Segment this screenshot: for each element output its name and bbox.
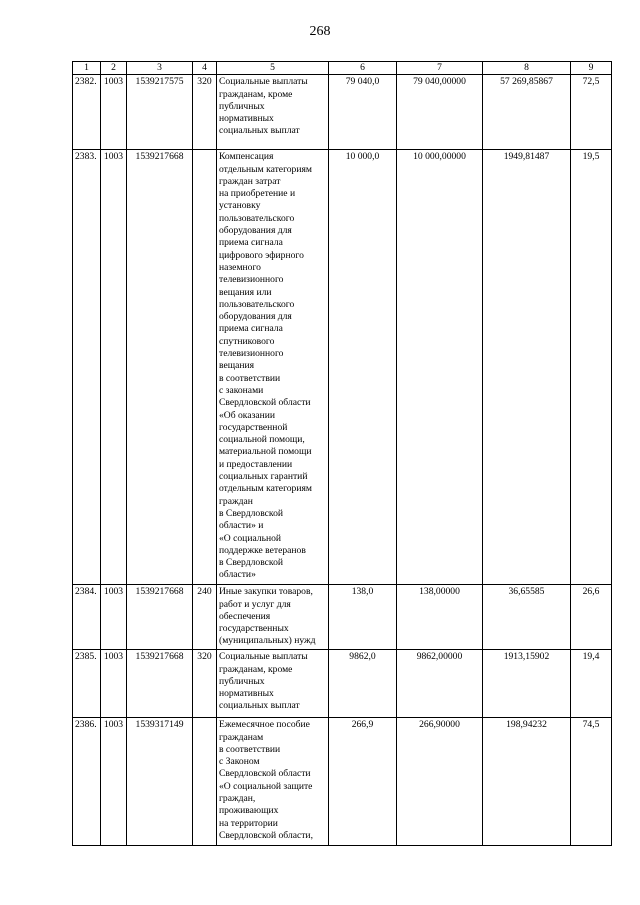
- table-row: [73, 718, 612, 846]
- page-number: 268: [309, 24, 331, 39]
- target-code: 1539217668: [127, 585, 193, 650]
- refined-amount: 79 040,00000: [397, 75, 483, 150]
- refined-amount: 266,90000: [397, 718, 483, 846]
- description: Иные закупки товаров, работ и услуг для обеспечения государственных (муниципальных) нужд: [217, 585, 329, 650]
- section-code: 1003: [101, 650, 127, 718]
- target-code: 1539217668: [127, 650, 193, 718]
- header-col-1: 1: [73, 62, 101, 75]
- executed-amount: 36,65585: [483, 585, 571, 650]
- plan-amount: 79 040,0: [329, 75, 397, 150]
- header-col-3: 3: [127, 62, 193, 75]
- plan-amount: 10 000,0: [329, 150, 397, 585]
- refined-amount: 10 000,00000: [397, 150, 483, 585]
- execution-percent: 72,5: [571, 75, 612, 150]
- section-code: 1003: [101, 718, 127, 846]
- executed-amount: 1949,81487: [483, 150, 571, 585]
- executed-amount: 198,94232: [483, 718, 571, 846]
- executed-amount: 1913,15902: [483, 650, 571, 718]
- refined-amount: 138,00000: [397, 585, 483, 650]
- plan-amount: 266,9: [329, 718, 397, 846]
- expense-type-code: 320: [193, 75, 217, 150]
- row-number: 2384.: [73, 585, 101, 650]
- header-col-8: 8: [483, 62, 571, 75]
- header-col-7: 7: [397, 62, 483, 75]
- row-number: 2386.: [73, 718, 101, 846]
- table-row: [73, 650, 612, 718]
- description: Ежемесячное пособие гражданам в соответствии с Законом Свердловской области «О социальной защите граждан, проживающих на территории Свердловской области,: [217, 718, 329, 846]
- row-number: 2383.: [73, 150, 101, 585]
- header-col-5: 5: [217, 62, 329, 75]
- executed-amount: 57 269,85867: [483, 75, 571, 150]
- target-code: 1539317149: [127, 718, 193, 846]
- description: Социальные выплаты гражданам, кроме публичных нормативных социальных выплат: [217, 75, 329, 150]
- plan-amount: 138,0: [329, 585, 397, 650]
- target-code: 1539217575: [127, 75, 193, 150]
- header-col-9: 9: [571, 62, 612, 75]
- target-code: 1539217668: [127, 150, 193, 585]
- section-code: 1003: [101, 75, 127, 150]
- row-number: 2385.: [73, 650, 101, 718]
- execution-percent: 19,5: [571, 150, 612, 585]
- budget-table: [72, 61, 612, 846]
- section-code: 1003: [101, 150, 127, 585]
- execution-percent: 26,6: [571, 585, 612, 650]
- expense-type-code: [193, 718, 217, 846]
- description: Компенсация отдельным категориям граждан затрат на приобретение и установку пользовательского оборудования для приема сигнала цифрового эфирного наземного телевизионного вещания или пользовательского оборудования для приема сигнала спутникового телевизионного вещания в соответствии с законами Свердловской области «Об оказании государственной социальной помощи, материальной помощи и предоставлении социальных гарантий отдельным категориям граждан в Свердловской области» и «О социальной поддержке ветеранов в Свердловской области»: [217, 150, 329, 585]
- header-col-4: 4: [193, 62, 217, 75]
- table-row: [73, 150, 612, 585]
- table-row: [73, 585, 612, 650]
- execution-percent: 74,5: [571, 718, 612, 846]
- expense-type-code: 320: [193, 650, 217, 718]
- table-row: [73, 75, 612, 150]
- section-code: 1003: [101, 585, 127, 650]
- execution-percent: 19,4: [571, 650, 612, 718]
- header-col-2: 2: [101, 62, 127, 75]
- row-number: 2382.: [73, 75, 101, 150]
- refined-amount: 9862,00000: [397, 650, 483, 718]
- expense-type-code: [193, 150, 217, 585]
- plan-amount: 9862,0: [329, 650, 397, 718]
- header-row: [73, 62, 612, 75]
- description: Социальные выплаты гражданам, кроме публичных нормативных социальных выплат: [217, 650, 329, 718]
- header-col-6: 6: [329, 62, 397, 75]
- expense-type-code: 240: [193, 585, 217, 650]
